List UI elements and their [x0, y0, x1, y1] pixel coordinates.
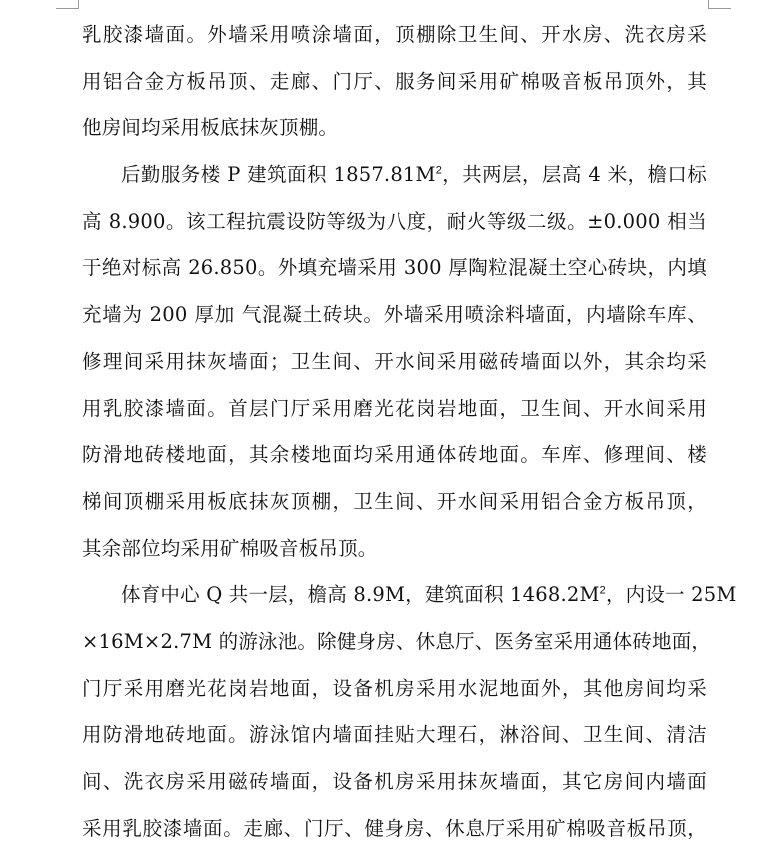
paragraph-3-line-1 — [82, 572, 737, 619]
paragraph-3-line-6: 采用乳胶漆墙面。走廊、门厅、健身房、休息厅采用矿棉吸音板吊顶， — [82, 816, 707, 840]
margin-corner-mark-right — [708, 0, 731, 9]
paragraph-2-line-9: 其余部位均采用矿棉吸音板吊顶。 — [82, 536, 378, 560]
paragraph-2-line-7: 防滑地砖楼地面，其余楼地面均采用通体砖地面。车库、修理间、楼 — [82, 443, 707, 467]
paragraph-3-line-1-text-a: 体育中心 Q 共一层，檐高 8.9M，建筑面积 1468.2M — [121, 583, 600, 607]
paragraph-3-line-3: 门厅采用磨光花岗岩地面，设备机房采用水泥地面外，其他房间均采 — [82, 676, 707, 700]
paragraph-1-line-1: 乳胶漆墙面。外墙采用喷涂墙面，顶棚除卫生间、开水房、洗衣房采 — [82, 23, 707, 46]
margin-corner-mark-left — [56, 0, 79, 9]
paragraph-2-line-1 — [82, 152, 707, 199]
paragraph-2-line-1-text-a: 后勤服务楼 P 建筑面积 1857.81M — [121, 163, 436, 187]
paragraph-2-line-5: 修理间采用抹灰墙面；卫生间、开水间采用磁砖墙面以外，其余均采 — [82, 349, 707, 373]
superscript-two: 2 — [599, 584, 606, 597]
paragraph-1-line-2: 用铝合金方板吊顶、走廊、门厅、服务间采用矿棉吸音板吊顶外，其 — [82, 69, 707, 93]
paragraph-3-line-5: 间、洗衣房采用磁砖墙面，设备机房采用抹灰墙面，其它房间内墙面 — [82, 770, 707, 793]
paragraph-3-line-1-text-b: ，内设一 25M — [605, 583, 737, 607]
paragraph-1-line-3: 他房间均采用板底抹灰顶棚。 — [82, 116, 339, 140]
paragraph-2-line-8: 梯间顶棚采用板底抹灰顶棚，卫生间、开水间采用铝合金方板吊顶， — [82, 489, 707, 513]
paragraph-2-line-2: 高 8.900。该工程抗震设防等级为八度，耐火等级二级。±0.000 相当 — [82, 209, 707, 233]
superscript-two: 2 — [435, 164, 443, 177]
paragraph-2-line-1-text-b: ，共两层，层高 4 米，檐口标 — [442, 163, 707, 187]
document-body — [82, 12, 737, 852]
paragraph-3-line-4: 用防滑地砖地面。游泳馆内墙面挂贴大理石，淋浴间、卫生间、清洁 — [82, 723, 707, 747]
paragraph-2-line-6: 用乳胶漆墙面。首层门厅采用磨光花岗岩地面，卫生间、开水间采用 — [82, 396, 707, 420]
paragraph-2-line-4: 充墙为 200 厚加 气混凝土砖块。外墙采用喷涂料墙面，内墙除车库、 — [82, 303, 707, 327]
paragraph-3-line-2: ×16M×2.7M 的游泳池。除健身房、休息厅、医务室采用通体砖地面， — [82, 629, 712, 653]
paragraph-2-line-3: 于绝对标高 26.850。外填充墙采用 300 厚陶粒混凝土空心砖块，内填 — [82, 256, 707, 280]
